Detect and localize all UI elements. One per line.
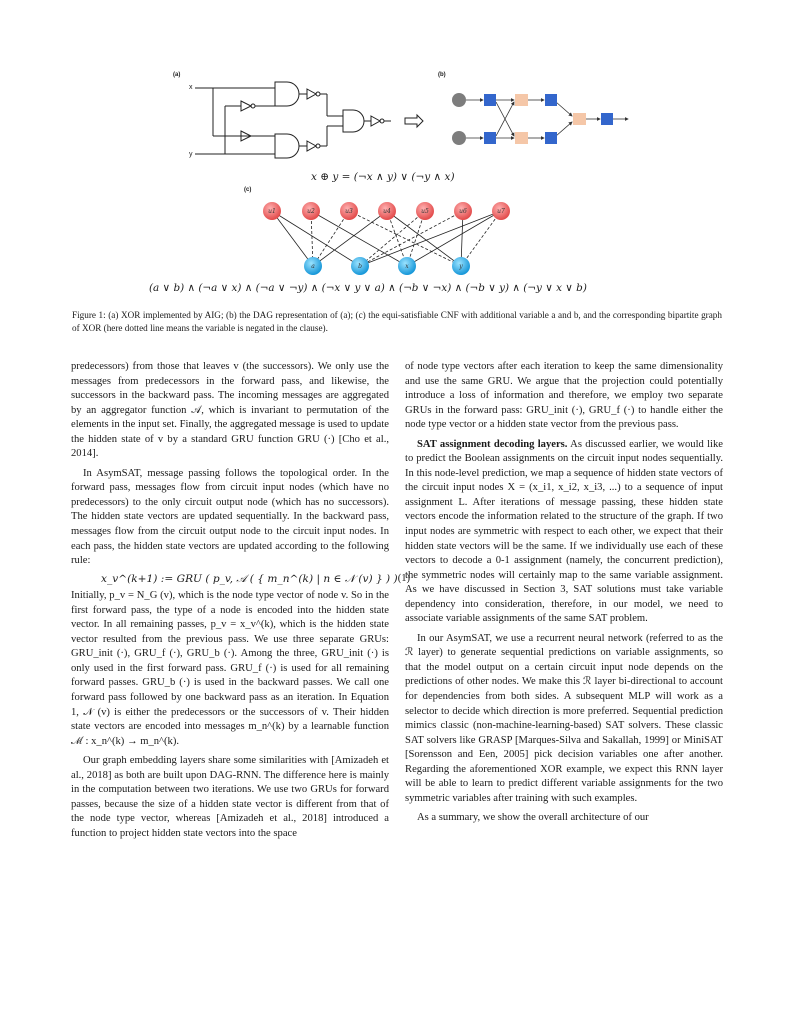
panel-label-b: (b) <box>438 72 446 78</box>
clause-label: u7 <box>497 208 505 215</box>
dag-and-node <box>515 94 528 106</box>
right-paragraph-3: In our AsymSAT, we use a recurrent neural network (referred to as the ℛ layer) to generate sequential predictions on variable assignments, so that the model output on a certain circuit input node depends on the predictions of other nodes. We make this ℛ layer bi-directional to account for dependencies from both sides. A subsequent MLP will work as a selector to decide which direction is more preferred. Sequential prediction mimics classic (non-machine-learning-based) SAT solvers. These classic SAT solvers like GRASP [Marques-Silva and Sakallah, 1999] or MiniSAT [Sorensson and Een, 2005] pick decision variables one after another. Regarding the aforementioned XOR example, we expect this RNN layer will be able to learn to predict different variable assignments for the two symmetric variables after training with such examples. <box>405 632 723 804</box>
right-column <box>405 360 723 826</box>
dag-not-node <box>484 132 496 144</box>
input-y-label: y <box>189 151 193 158</box>
dag-input-node-y <box>452 131 466 145</box>
dag-not-node <box>545 132 557 144</box>
dag-and-node <box>515 132 528 144</box>
figure-caption: Figure 1: (a) XOR implemented by AIG; (b) the DAG representation of (a); (c) the equi-satisfiable CNF with additional variable a and b, and the corresponding bipartite graph of XOR (here dotted line means the variable is negated in the clause). <box>72 310 722 333</box>
right-paragraph-1: of node type vectors after each iteration to keep the same dimensionality and use the same GRU. We argue that the projection could potentially introduce a loss of information and therefore, we employ two separate GRUs in the forward pass: GRU_init (·), GRU_f (·) to handle either the node type vector or a hidden state vector from the previous pass. <box>405 361 723 431</box>
clause-label: u1 <box>268 208 276 215</box>
equation-1 <box>71 572 411 587</box>
left-paragraph-3: Initially, p_v = N_G (v), which is the node type vector of node v. So in the first forward pass, the type of a node is encoded into the hidden state vector. In all remaining passes, p_v = x_v^(k), which is the hidden state vector resulted from the previous pass. We use three separate GRUs: GRU_init (·), GRU_f (·), GRU_b (·). Among the three, GRU_init (·) is only used in the first forward pass. GRU_f (·) is used for all remaining forward passes. GRU_b (·) is used in the backward passes. We call one forward pass followed by one backward pass as an iteration. In Equation 1, 𝒩 (v) is either the predecessors or the successors of v. Their hidden state vectors are encoded into messages m_n^(k) by a learnable function ℳ : x_n^(k) → m_n^(k). <box>71 590 389 747</box>
left-column <box>71 360 411 842</box>
clause-label: u5 <box>421 208 429 215</box>
variable-label: b <box>358 263 362 270</box>
equation-body: x_v^(k+1) := GRU ( p_v, 𝒜 ( { m_n^(k) | n ∈ 𝒩 (v) } ) ) <box>101 572 398 585</box>
xor-formula: x ⊕ y = (¬x ∧ y) ∨ (¬y ∧ x) <box>311 171 455 183</box>
input-x-label: x <box>189 84 193 91</box>
panel-label-a: (a) <box>173 72 181 78</box>
dag-and-node <box>573 113 586 125</box>
variable-label: y <box>459 263 463 270</box>
clause-label: u3 <box>345 208 353 215</box>
right-paragraph-4: As a summary, we show the overall architecture of our <box>417 812 649 824</box>
left-paragraph-1: predecessors) from those that leaves v (the successors). We only use the messages from predecessors in the forward pass, and likewise, the successors in the backward pass. The incoming messages are aggregated by an aggregator function 𝒜, which is invariant to permutation of the elements in the input set. Finally, the aggregated message is used to update the hidden state of v by a standard GRU function GRU (·) [Cho et al., 2014]. <box>71 361 389 460</box>
equation-number: (1) <box>397 572 411 584</box>
clause-label: u4 <box>383 208 391 215</box>
aig-circuit-diagram <box>195 78 435 168</box>
dag-diagram <box>450 80 640 150</box>
dag-not-node <box>601 113 613 125</box>
right-paragraph-2-text: As discussed earlier, we would like to predict the Boolean assignments on the circuit input nodes sequentially. In this node-level prediction, we map a sequence of hidden state vectors of the circuit input nodes X = (x_i1, x_i2, x_i3, ...) to a sequence of input assignment L. After iterations of message passing, these hidden state vectors encode the information related to the structure of the graph. If two input nodes are symmetric with respect to each other, we expect that their hidden state vectors will be the same. If we individually use each of these vectors to decode a 0-1 assignment (namely, the concurrent prediction), the symmetric nodes will certainly map to the same variable assignment. As we have discussed in Section 3, SAT solutions must take variable dependency into consideration, therefore, in our model, we need to associate variable assignments of the same SAT problem. <box>405 438 723 625</box>
left-paragraph-2: In AsymSAT, message passing follows the topological order. In the forward pass, messages flow from circuit input nodes (which have no predecessors) to the only circuit output node (which has no successors). The hidden state vectors are updated sequentially. In the backward pass, messages flow from the circuit output node to the circuit input nodes. In each pass, the hidden state vectors are updated according to the following rule: <box>71 467 389 567</box>
dag-input-node-x <box>452 93 466 107</box>
section-heading: SAT assignment decoding layers. <box>417 438 568 450</box>
panel-label-c: (c) <box>244 187 252 193</box>
variable-label: a <box>311 263 315 270</box>
dag-not-node <box>545 94 557 106</box>
left-paragraph-4: Our graph embedding layers share some similarities with [Amizadeh et al., 2018] as both are built upon DAG-RNN. The difference here is mainly in the computation between two iterations. We use two GRUs for forward passes, because the size of a hidden state vector is different from that of the node type vector, whereas [Amizadeh et al., 2018] introduced a function to project hidden state vectors into the space <box>71 755 389 839</box>
clause-label: u6 <box>459 208 467 215</box>
variable-label: x <box>405 263 409 270</box>
dag-not-node <box>484 94 496 106</box>
cnf-formula: (a ∨ b) ∧ (¬a ∨ x) ∧ (¬a ∨ ¬y) ∧ (¬x ∨ y ∨ a) ∧ (¬b ∨ ¬x) ∧ (¬b ∨ y) ∧ (¬y ∨ x ∨ b) <box>149 282 587 294</box>
bipartite-graph <box>255 200 525 278</box>
clause-label: u2 <box>307 208 315 215</box>
right-paragraph-2 <box>405 438 723 627</box>
